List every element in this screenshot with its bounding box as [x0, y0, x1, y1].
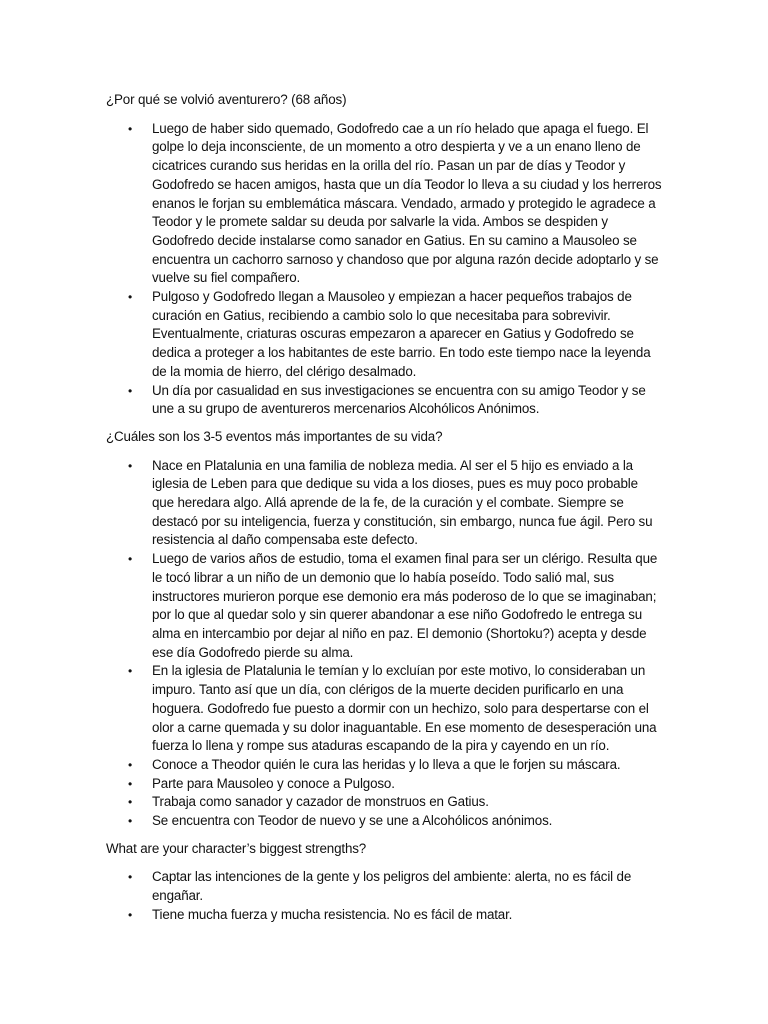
list-item	[106, 906, 662, 925]
list-item-text: Trabaja como sanador y cazador de monstruos en Gatius.	[152, 794, 489, 810]
list-item	[106, 288, 662, 382]
bullet-icon: •	[128, 795, 133, 810]
list-item	[106, 662, 662, 756]
list-item	[106, 868, 662, 905]
bullet-icon: •	[128, 814, 133, 829]
bullet-list	[106, 868, 662, 924]
question-heading: What are your character’s biggest strengths?	[106, 840, 367, 856]
list-item-text: Luego de haber sido quemado, Godofredo cae a un río helado que apaga el fuego. El golpe lo deja inconsciente, de un momento a otro despierta y ve a un enano lleno de cicatrices curando sus heridas en la orilla del río. Pasan un par de días y Teodor y Godofredo se hacen amigos, hasta que un día Teodor lo lleva a su ciudad y los herreros enanos le forjan su emblemática máscara. Vendado, armado y protegido le agradece a Teodor y le promete saldar su deuda por salvarle la vida. Ambos se despiden y Godofredo decide instalarse como sanador en Gatius. En su camino a Mausoleo se encuentra un cachorro sarnoso y chandoso que por alguna razón decide adoptarlo y se vuelve su fiel compañero.	[152, 120, 662, 286]
list-item	[106, 756, 662, 775]
bullet-icon: •	[128, 290, 133, 305]
list-item	[106, 382, 662, 419]
bullet-icon: •	[128, 383, 133, 398]
list-item	[106, 457, 662, 551]
bullet-icon: •	[128, 907, 133, 922]
bullet-icon: •	[128, 121, 133, 136]
list-item-text: Parte para Mausoleo y conoce a Pulgoso.	[152, 775, 395, 791]
list-item-text: Luego de varios años de estudio, toma el examen final para ser un clérigo. Resulta que le tocó librar a un niño de un demonio que lo había poseído. Todo salió mal, sus instructores murieron porque ese demonio era más poderoso de lo que se imaginaban; por lo que al quedar solo y sin querer abandonar a ese niño Godofredo le entrega su alma en intercambio por dejar al niño en paz. El demonio (Shortoku?) acepta y desde ese día Godofredo pierde su alma.	[152, 551, 658, 660]
list-item-text: Nace en Platalunia en una familia de nobleza media. Al ser el 5 hijo es enviado a la iglesia de Leben para que dedique su vida a los dioses, pues es muy poco probable que heredara algo. Allá aprende de la fe, de la curación y el combate. Siempre se destacó por su inteligencia, fuerza y constitución, sin embargo, nunca fue ágil. Pero su resistencia al daño compensaba este defecto.	[152, 457, 653, 548]
list-item-text: Se encuentra con Teodor de nuevo y se une a Alcohólicos anónimos.	[152, 813, 553, 829]
bullet-icon: •	[128, 870, 133, 885]
list-item-text: Un día por casualidad en sus investigaciones se encuentra con su amigo Teodor y se une a su grupo de aventureros mercenarios Alcohólicos Anónimos.	[152, 382, 646, 417]
list-item-text: Pulgoso y Godofredo llegan a Mausoleo y empiezan a hacer pequeños trabajos de curación en Gatius, recibiendo a cambio solo lo que necesitaba para sobrevivir. Eventualmente, criaturas oscuras empezaron a aparecer en Gatius y Godofredo se dedica a proteger a los habitantes de este barrio. En todo este tiempo nace la leyenda de la momia de hierro, del clérigo desalmado.	[152, 289, 651, 379]
bullet-icon: •	[128, 776, 133, 791]
list-item	[106, 550, 662, 662]
bullet-icon: •	[128, 458, 133, 473]
bullet-icon: •	[128, 552, 133, 567]
bullet-list	[106, 457, 662, 831]
bullet-icon: •	[128, 757, 133, 772]
question-heading: ¿Cuáles son los 3-5 eventos más importantes de su vida?	[106, 428, 443, 444]
list-item-text: Tiene mucha fuerza y mucha resistencia. No es fácil de matar.	[152, 906, 513, 922]
list-item-text: Conoce a Theodor quién le cura las heridas y lo lleva a que le forjen su máscara.	[152, 756, 621, 772]
list-item-text: En la iglesia de Platalunia le temían y lo excluían por este motivo, lo consideraban un impuro. Tanto así que un día, con clérigos de la muerte deciden purificarlo en una hoguera. Godofredo fue puesto a dormir con un hechizo, solo para despertarse con el olor a carne quemada y su dolor inaguantable. En ese momento de desesperación una fuerza lo llena y rompe sus ataduras escapando de la pira y cayendo en un río.	[152, 663, 657, 754]
bullet-list	[106, 120, 662, 419]
list-item	[106, 793, 662, 812]
question-heading: ¿Por qué se volvió aventurero? (68 años)	[106, 92, 347, 107]
bullet-icon: •	[128, 664, 133, 679]
list-item	[106, 120, 662, 288]
document-page	[106, 91, 662, 934]
list-item	[106, 812, 662, 831]
list-item-text: Captar las intenciones de la gente y los peligros del ambiente: alerta, no es fácil de engañar.	[152, 869, 632, 904]
list-item	[106, 775, 662, 794]
